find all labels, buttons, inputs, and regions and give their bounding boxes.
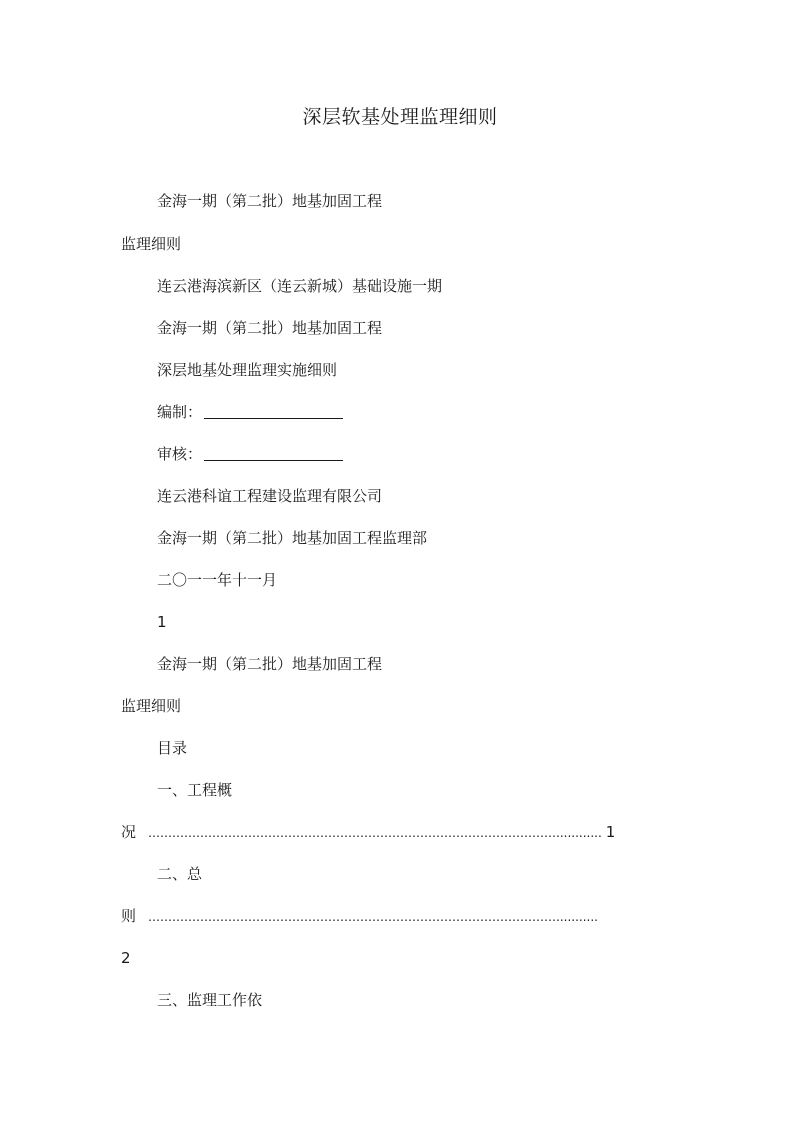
- cover-doc-type: 监理细则: [121, 235, 182, 253]
- document-title: 深层软基处理监理细则: [302, 106, 498, 128]
- cover-company: 连云港科谊工程建设监理有限公司: [157, 487, 383, 505]
- cover-date: 二〇一一年十一月: [157, 571, 278, 589]
- toc-entry-1-row[interactable]: [121, 822, 615, 843]
- reviewed-by-row: [157, 444, 343, 464]
- toc-heading: 目录: [157, 739, 188, 757]
- toc-entry-2-leader: …………………………………………………………………………………………...........: [148, 910, 598, 924]
- reviewed-signature-line: [204, 445, 343, 461]
- prepared-by-row: [157, 402, 343, 422]
- toc-entry-2-tail: 则: [121, 907, 137, 925]
- toc-entry-2-page: 2: [121, 949, 131, 967]
- cover-project-full: 连云港海滨新区（连云新城）基础设施一期: [157, 277, 443, 295]
- toc-entry-1-tail: 况: [121, 823, 137, 841]
- reviewed-label: 审核：: [157, 445, 203, 463]
- toc-entry-1-page: 1: [605, 823, 616, 841]
- toc-entry-1-leader: …………………………………………………………………………………………............: [148, 826, 602, 840]
- cover-page-number: 1: [157, 613, 167, 631]
- cover-department: 金海一期（第二批）地基加固工程监理部: [157, 529, 428, 547]
- cover-project-name-2: 金海一期（第二批）地基加固工程: [157, 319, 383, 337]
- toc-entry-3-head: 三、监理工作依: [157, 991, 263, 1009]
- prepared-signature-line: [204, 403, 343, 419]
- toc-entry-1-head: 一、工程概: [157, 781, 233, 799]
- toc-entry-2-row[interactable]: [121, 906, 598, 927]
- cover-subtitle: 深层地基处理监理实施细则: [157, 361, 338, 379]
- toc-doc-type: 监理细则: [121, 697, 182, 715]
- cover-project-name: 金海一期（第二批）地基加固工程: [157, 192, 383, 210]
- prepared-label: 编制：: [157, 403, 203, 421]
- toc-project-name: 金海一期（第二批）地基加固工程: [157, 655, 383, 673]
- toc-entry-2-head: 二、总: [157, 865, 203, 883]
